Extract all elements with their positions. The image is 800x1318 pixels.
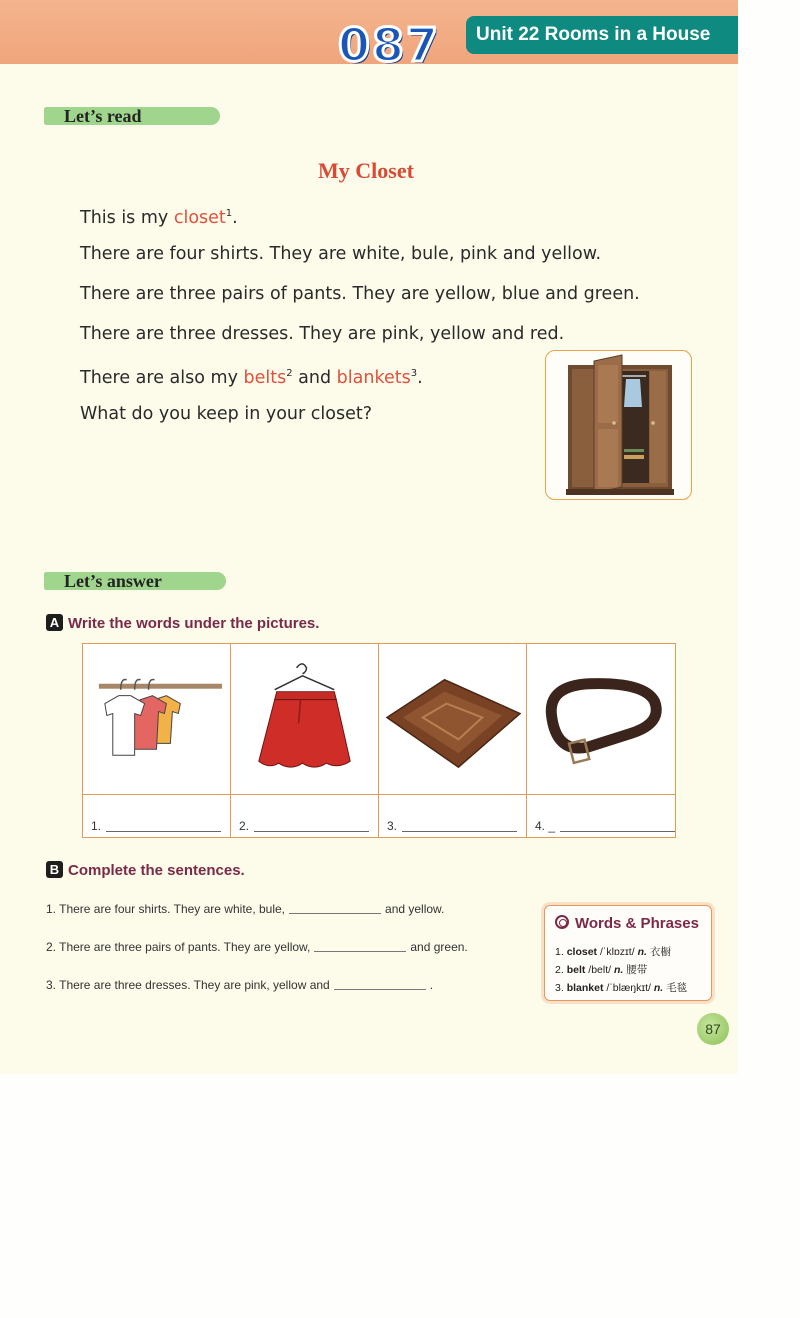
footnote-marker: 2 [286,368,293,379]
vocab-meaning: 衣橱 [649,946,671,958]
answer-blank[interactable] [560,820,675,832]
vocab-num: 2. [555,964,564,976]
sentence-text: . [429,978,434,992]
vocab-entry [555,944,671,959]
red-skirt-icon [231,644,378,794]
story-text-fragment: . [417,367,423,388]
story-line: There are four shirts. They are white, bule, pink and yellow. [80,244,602,264]
sentence-blank[interactable] [289,904,381,914]
vocab-word-closet: closet [173,207,226,228]
unit-title-tab: Unit 22 Rooms in a House [466,16,738,54]
answer-cell-2 [231,795,379,837]
answer-cell-4 [527,795,675,837]
picture-cell-shirts [83,644,231,795]
target-ring-icon [555,915,569,929]
picture-cell-belt [527,644,675,795]
answer-number: 2. [238,819,249,833]
lets-answer-tag [44,569,228,593]
lesson-number: 087 [338,18,441,72]
sentence-item [46,978,526,1016]
vocab-meaning: 腰带 [626,964,648,976]
vocab-word: closet [566,946,598,958]
picture-cell-skirt [231,644,379,795]
vocab-meaning: 毛毯 [666,982,688,994]
vocab-entry [555,962,647,977]
vocab-word: blanket [566,982,604,994]
vocab-pos: n. [613,964,624,976]
words-phrases-box [544,905,712,1001]
sentence-blank[interactable] [334,980,426,990]
sentence-text: and green. [410,940,468,954]
vocab-pos: n. [653,982,664,994]
footnote-marker: 1 [225,208,233,219]
sentence-text: 3. There are three dresses. They are pink, yellow and [46,978,330,992]
sentence-text: and yellow. [385,902,445,916]
vocab-num: 3. [555,982,564,994]
story-text-fragment: and [292,367,337,388]
vocab-phonetic: /ˈblæŋkɪt/ [606,982,651,994]
answer-blank[interactable] [402,820,517,832]
lets-read-label: Let’s read [64,106,142,126]
page-number: 87 [697,1013,729,1045]
answer-number: 4. _ [534,819,555,833]
lets-read-tag [44,104,222,128]
footnote-marker: 3 [410,368,418,379]
story-line: What do you keep in your closet? [80,404,373,424]
answer-cell-1 [83,795,231,837]
story-line: There are three pairs of pants. They are yellow, blue and green. [80,284,640,304]
fill-in-sentences [46,902,526,1016]
lets-answer-label: Let’s answer [64,571,162,591]
belt-icon [527,644,675,794]
answer-number: 1. [91,819,102,833]
brown-blanket-icon [379,644,526,794]
answer-cell-3 [379,795,527,837]
vocab-word-belts: belts [243,367,287,388]
story-title: My Closet [318,158,414,183]
story-line: There are three dresses. They are pink, yellow and red. [80,324,565,344]
vocab-phonetic: /belt/ [588,964,612,976]
closet-illustration [545,350,692,500]
picture-cell-blanket [379,644,527,795]
sentence-text: 1. There are four shirts. They are white, bule, [46,902,286,916]
story-line [80,200,680,240]
shirts-on-rack-icon [83,644,230,794]
story-text-fragment: This is my [80,207,174,228]
story-text-fragment: . [232,207,238,228]
part-b-instruction: Complete the sentences. [68,862,245,879]
part-a-instruction: Write the words under the pictures. [68,615,320,632]
vocab-num: 1. [555,946,564,958]
words-phrases-title [555,915,699,932]
words-phrases-label: Words & Phrases [575,915,699,932]
sentence-blank[interactable] [314,942,406,952]
vocab-pos: n. [637,946,647,958]
vocab-word: belt [566,964,586,976]
story-text-fragment: There are also my [80,367,244,388]
picture-table [82,643,676,838]
closet-icon [546,351,693,501]
sentence-text: 2. There are three pairs of pants. They are yellow, [46,940,311,954]
answer-blank[interactable] [106,820,221,832]
answer-number: 3. [386,819,397,833]
sentence-item [46,902,526,940]
part-a-heading [46,614,319,634]
vocab-phonetic: /ˈklɒzɪt/ [599,946,635,958]
sentence-item [46,940,526,978]
part-b-heading [46,861,245,881]
part-b-letter: B [46,861,63,878]
answer-blank[interactable] [254,820,369,832]
part-a-letter: A [46,614,63,631]
vocab-word-blankets: blankets [336,367,411,388]
vocab-entry [555,980,687,995]
